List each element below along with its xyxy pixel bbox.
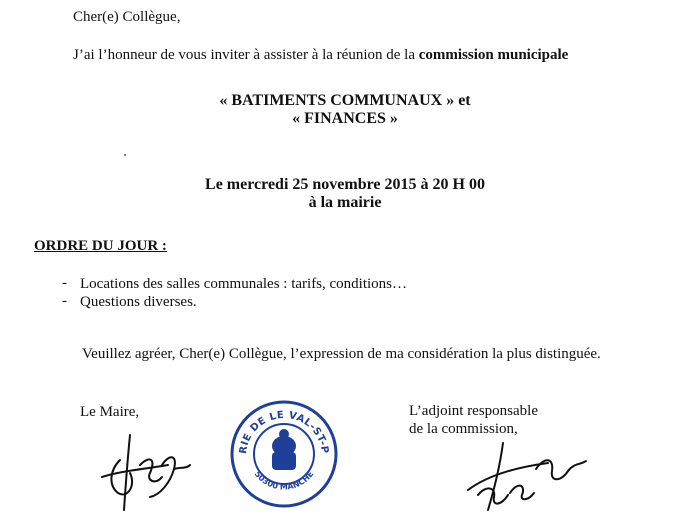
agenda-heading: ORDRE DU JOUR : <box>34 238 167 254</box>
title-line-1: « BATIMENTS COMMUNAUX » et <box>219 92 471 109</box>
town-hall-stamp <box>222 390 340 510</box>
title-line-2: « FINANCES » <box>292 110 398 127</box>
bullet-dash: - <box>62 275 67 291</box>
intro-bold: commission municipale <box>418 47 569 63</box>
stamp-ring-bottom: 50300 MANCHE <box>252 469 316 492</box>
right-signatory-line-2: de la commission, <box>409 421 518 437</box>
speck <box>124 154 126 156</box>
date-line: Le mercredi 25 novembre 2015 à 20 H 00 <box>205 176 485 193</box>
intro-text: J’ai l’honneur de vous inviter à assister à la réunion de la <box>73 47 415 63</box>
bullet-dash: - <box>62 293 67 309</box>
agenda-item: Locations des salles communales : tarifs, conditions… <box>80 276 408 292</box>
left-signatory: Le Maire, <box>80 404 140 420</box>
agenda-item: Questions diverses. <box>80 294 197 310</box>
intro-paragraph <box>73 46 568 64</box>
deputy-signature <box>448 435 598 515</box>
svg-text:50300 MANCHE <box>253 470 316 492</box>
place-line: à la mairie <box>308 194 382 211</box>
salutation: Cher(e) Collègue, <box>73 9 181 25</box>
mayor-signature <box>90 425 200 515</box>
closing-sentence: Veuillez agréer, Cher(e) Collègue, l’expression de ma considération la plus distinguée. <box>82 346 601 362</box>
right-signatory-line-1: L’adjoint responsable <box>409 403 539 419</box>
stamp-ring-top: MAIRIE DE LE VAL-ST-PERE <box>222 390 331 455</box>
